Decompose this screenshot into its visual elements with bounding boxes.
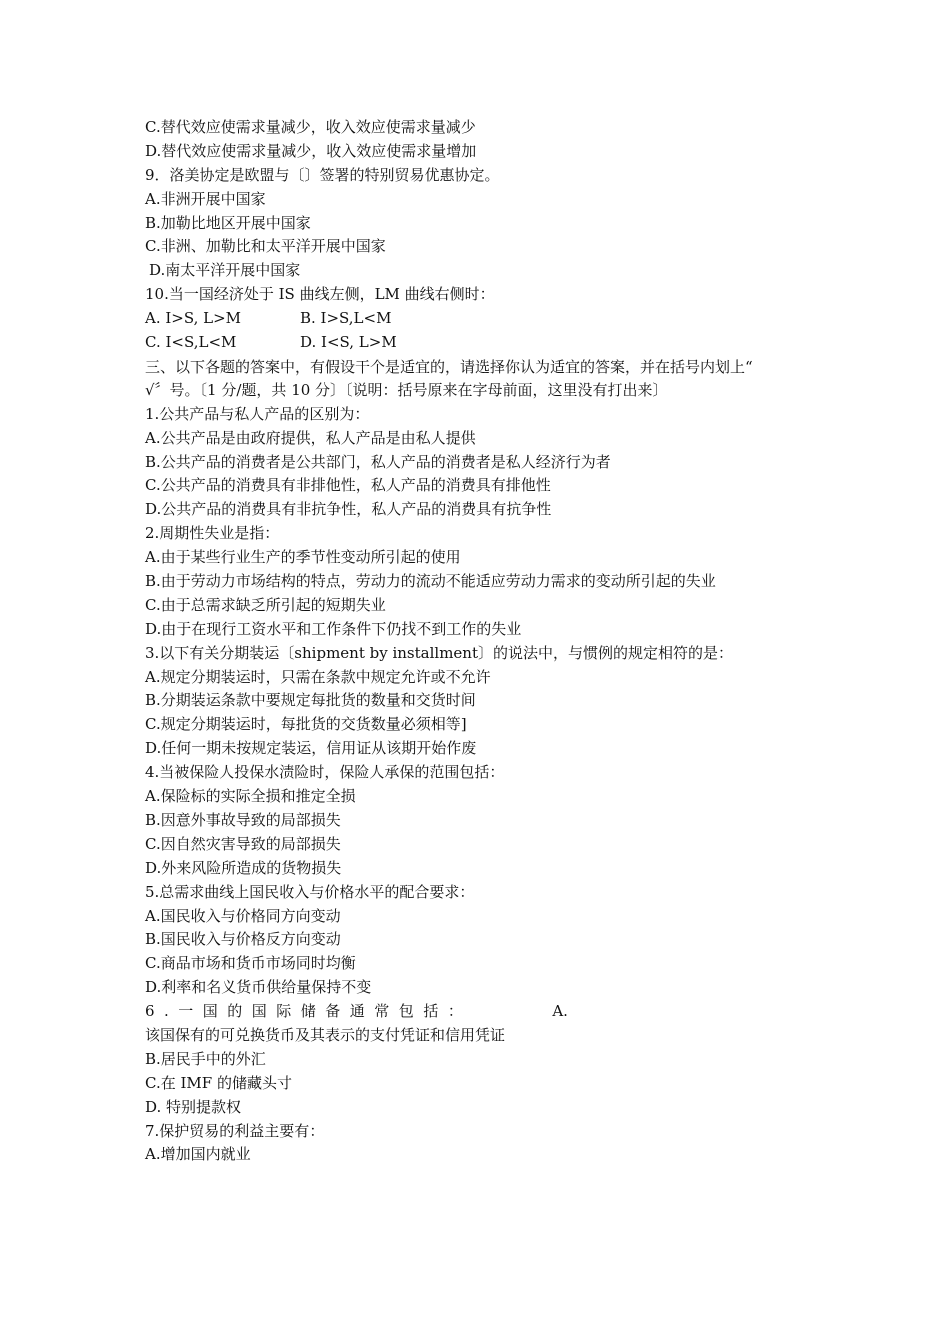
option-row [145, 307, 805, 331]
option-a-label: A. [552, 1002, 568, 1021]
section-heading: 三、以下各题的答案中，有假设干个是适宜的，请选择你认为适宜的答案，并在括号内划上“ [145, 357, 753, 376]
option-d: D. I<S, L>M [300, 333, 397, 352]
option-line: B.公共产品的消费者是公共部门，私人产品的消费者是私人经济行为者 [145, 452, 611, 471]
option-line: A.保险标的实际全损和推定全损 [145, 787, 356, 806]
question-line: 10.当一国经济处于 IS 曲线左侧，LM 曲线右侧时： [145, 285, 495, 304]
option-line: D. 特别提款权 [145, 1097, 242, 1116]
section-heading-continued: √〞号。〔1 分/题，共 10 分〕〔说明：括号原来在字母前面，这里没有打出来〕 [145, 380, 668, 399]
option-line: C.替代效应使需求量减少，收入效应使需求量减少 [145, 118, 476, 136]
option-line: B.国民收入与价格反方向变动 [145, 930, 341, 949]
option-row [145, 331, 805, 355]
question-line: 2.周期性失业是指： [145, 524, 280, 543]
option-line: C.在 IMF 的储藏头寸 [145, 1073, 292, 1092]
option-line: C.商品市场和货币市场同时均衡 [145, 954, 356, 973]
question-line: 9．洛美协定是欧盟与〔〕签署的特别贸易优惠协定。 [145, 165, 500, 184]
question-line: 7.保护贸易的利益主要有： [145, 1121, 325, 1140]
option-line: A.增加国内就业 [145, 1145, 251, 1164]
option-line: A.非洲开展中国家 [145, 189, 266, 208]
option-line: D.公共产品的消费具有非抗争性，私人产品的消费具有抗争性 [145, 500, 552, 519]
option-b: B. I>S,L<M [300, 309, 392, 328]
option-line: B.加勒比地区开展中国家 [145, 213, 311, 232]
option-line: 该国保有的可兑换货币及其表示的支付凭证和信用凭证 [145, 1025, 506, 1044]
question-line [145, 1000, 805, 1024]
option-line: B.分期装运条款中要规定每批货的数量和交货时间 [145, 691, 476, 710]
option-line: D.替代效应使需求量减少，收入效应使需求量增加 [145, 141, 477, 160]
question-line: 5.总需求曲线上国民收入与价格水平的配合要求： [145, 882, 475, 901]
option-line: B.由于劳动力市场结构的特点，劳动力的流动不能适应劳动力需求的变动所引起的失业 [145, 572, 716, 591]
option-line: D.任何一期未按规定装运，信用证从该期开始作废 [145, 739, 477, 758]
question-line: 3.以下有关分期装运〔shipment by installment〕的说法中，与惯例的规定相符的是： [145, 643, 733, 662]
option-line: D.南太平洋开展中国家 [149, 261, 301, 280]
option-line: A.公共产品是由政府提供，私人产品是由私人提供 [145, 428, 476, 447]
option-line: D.外来风险所造成的货物损失 [145, 858, 342, 877]
option-line: A.规定分期装运时，只需在条款中规定允许或不允许 [145, 667, 491, 686]
option-a: A. I>S, L>M [145, 309, 242, 328]
question-line: 1.公共产品与私人产品的区别为： [145, 404, 370, 423]
option-line: C.规定分期装运时，每批货的交货数量必须相等] [145, 715, 467, 734]
option-line: C.公共产品的消费具有非排他性，私人产品的消费具有排他性 [145, 476, 551, 495]
question-stem: 6.一国的国际储备通常包括： [145, 1002, 473, 1021]
option-line: A.由于某些行业生产的季节性变动所引起的使用 [145, 548, 461, 567]
option-line: C.由于总需求缺乏所引起的短期失业 [145, 595, 386, 614]
option-line: C.非洲、加勒比和太平洋开展中国家 [145, 237, 386, 256]
option-line: D.由于在现行工资水平和工作条件下仍找不到工作的失业 [145, 619, 522, 638]
option-line: B.居民手中的外汇 [145, 1049, 266, 1068]
option-line: D.利率和名义货币供给量保持不变 [145, 978, 372, 997]
option-line: C.因自然灾害导致的局部损失 [145, 834, 341, 853]
document-body [145, 116, 805, 1167]
option-c: C. I<S,L<M [145, 333, 237, 352]
option-line: A.国民收入与价格同方向变动 [145, 906, 341, 925]
question-line: 4.当被保险人投保水渍险时，保险人承保的范围包括： [145, 763, 505, 782]
option-line: B.因意外事故导致的局部损失 [145, 810, 341, 829]
